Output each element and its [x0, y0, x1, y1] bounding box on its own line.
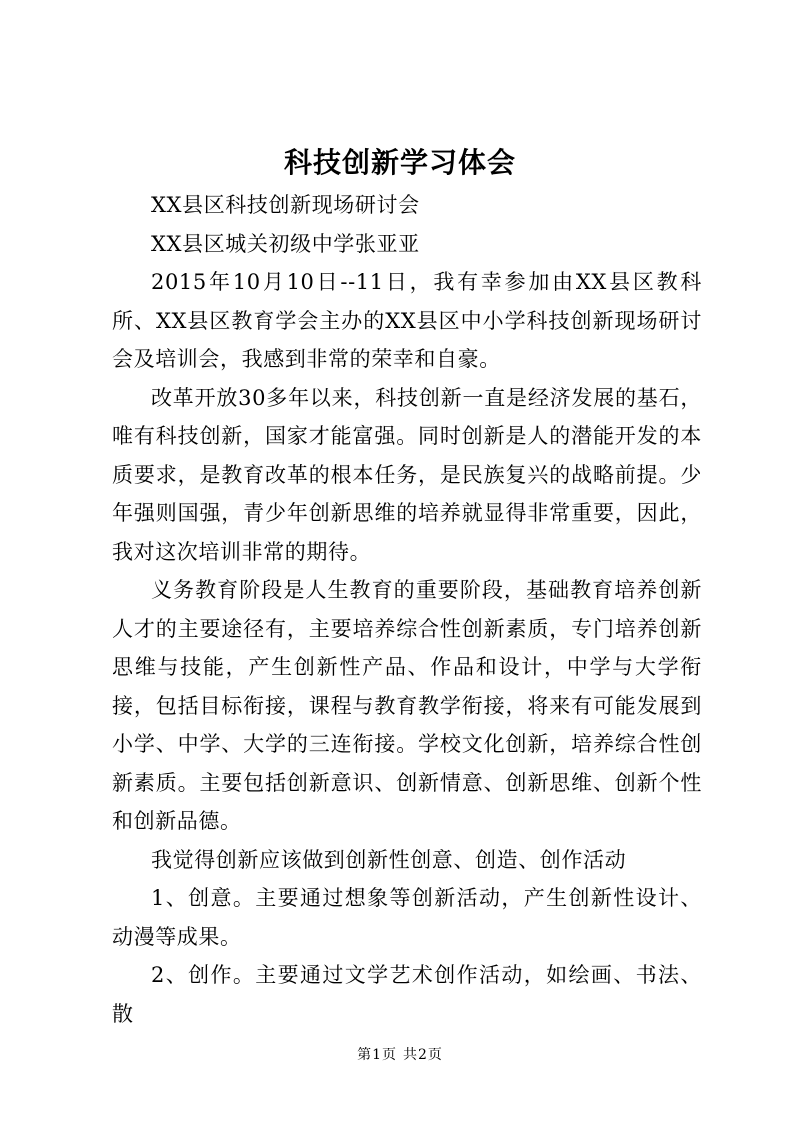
paragraph-intro: 2015年10月10日--11日，我有幸参加由XX县区教科所、XX县区教育学会主办的XX县区中小学科技创新现场研讨会及培训会，我感到非常的荣幸和自豪。 [112, 270, 702, 371]
paragraph-compulsory-education: 义务教育阶段是人生教育的重要阶段，基础教育培养创新人才的主要途径有，主要培养综合性创新素质，专门培养创新思维与技能，产生创新性产品、作品和设计，中学与大学衔接，包括目标衔接，课程与教育教学衔接，将来有可能发展到小学、中学、大学的三连衔接。学校文化创新，培养综合性创新素质。主要包括创新意识、创新情意、创新思维、创新个性和创新品德。 [112, 578, 702, 833]
document-body [112, 186, 702, 1033]
paragraph-innovation-activities: 我觉得创新应该做到创新性创意、创造、创作活动 [151, 847, 627, 872]
paragraph-creativity: 1、创意。主要通过想象等创新活动，产生创新性设计、动漫等成果。 [112, 886, 702, 949]
paragraph-author: XX县区城关初级中学张亚亚 [151, 231, 420, 256]
paragraph-conference-name: XX县区科技创新现场研讨会 [151, 193, 420, 217]
page-footer [0, 1045, 800, 1065]
paragraph-creation: 2、创作。主要通过文学艺术创作活动，如绘画、书法、散 [112, 963, 702, 1026]
page-number: 第1页 [357, 1047, 397, 1063]
paragraph-reform: 改革开放30多年以来，科技创新一直是经济发展的基石，唯有科技创新，国家才能富强。同时创新是人的潜能开发的本质要求，是教育改革的根本任务，是民族复兴的战略前提。少年强则国强，青少年创新思维的培养就显得非常重要，因此，我对这次培训非常的期待。 [112, 385, 702, 564]
page-total: 共2页 [403, 1047, 443, 1063]
document-title: 科技创新学习体会 [283, 146, 516, 179]
